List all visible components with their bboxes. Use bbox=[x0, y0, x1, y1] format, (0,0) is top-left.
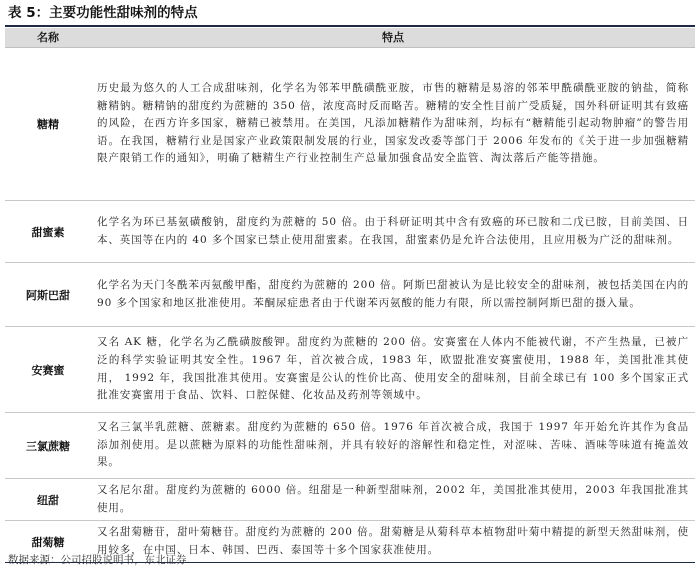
description-text: 化学名为环已基氨磺酸钠，甜度约为蔗糖的 50 倍。由于科研证明其中含有致癌的环已胺和二戊已胺，目前美国、日本、英国等在内的 40 多个国家已禁止使用甜蜜素。在我国，甜蜜素仍是允许合法使用，且应用极为广泛的甜味剂。 bbox=[97, 215, 689, 246]
sweetener-description bbox=[91, 263, 695, 327]
data-source-note: 数据来源：公司招股说明书，东北证券 bbox=[8, 554, 187, 566]
table-row-aspartame bbox=[5, 263, 695, 327]
sweetener-features-table bbox=[5, 28, 695, 563]
sweetener-name: 糖精 bbox=[5, 48, 91, 201]
table-row-acesulfame bbox=[5, 327, 695, 413]
sweetener-description bbox=[91, 413, 695, 479]
sweetener-description bbox=[91, 479, 695, 521]
header-name: 名称 bbox=[5, 28, 91, 48]
sweetener-description bbox=[91, 48, 695, 201]
sweetener-name: 阿斯巴甜 bbox=[5, 263, 91, 327]
table-row-saccharin bbox=[5, 48, 695, 201]
header-features: 特点 bbox=[91, 28, 695, 48]
sweetener-name: 甜菊糖 bbox=[5, 521, 91, 563]
sweetener-name: 安赛蜜 bbox=[5, 327, 91, 413]
description-text: 又名三氯半乳蔗糖、蔗糖素。甜度约为蔗糖的 650 倍。1976 年首次被合成，我国于 1997 年开始允许其作为食品添加剂使用。是以蔗糖为原料的功能性甜味剂，并具有较好的溶解性和稳定性，对涩味、苦味、酒味等味道有掩盖效果。 bbox=[97, 421, 689, 469]
table-caption: 表 5：主要功能性甜味剂的特点 bbox=[8, 5, 198, 21]
sweetener-name: 甜蜜素 bbox=[5, 201, 91, 263]
sweetener-name: 纽甜 bbox=[5, 479, 91, 521]
sweetener-description bbox=[91, 201, 695, 263]
table-row-sucralose bbox=[5, 413, 695, 479]
caption-rule bbox=[5, 25, 695, 27]
sweetener-description bbox=[91, 327, 695, 413]
table-row-neotame bbox=[5, 479, 695, 521]
table-header-row bbox=[5, 28, 695, 48]
sweetener-name: 三氯蔗糖 bbox=[5, 413, 91, 479]
table-row-cyclamate bbox=[5, 201, 695, 263]
description-text: 历史最为悠久的人工合成甜味剂，化学名为邻苯甲酰磺酰亚胺，市售的糖精是易溶的邻苯甲酰磺酰亚胺的钠盐，简称糖精钠。糖精钠的甜度约为蔗糖的 350 倍，浓度高时反而略苦。糖精的安全性目前广受质疑，国外科研证明其有致癌的风险，在西方许多国家，糖精已被禁用。在美国，凡添加糖精作为甜味剂，均标有“糖精能引起动物肿瘤”的警告用语。在我国，糖精行业是国家产业政策限制发展的行业，国家发改委等部门于 2006 年发布的《关于进一步加强糖精限产限销工作的通知》，明确了糖精生产行业控制生产总量加强食品安全监管、淘汰落后产能等措施。 bbox=[97, 82, 689, 165]
description-text: 又名尼尔甜。甜度约为蔗糖的 6000 倍。纽甜是一种新型甜味剂，2002 年，美国批准其使用，2003 年我国批准其使用。 bbox=[97, 483, 689, 514]
description-text: 化学名为天门冬酰苯丙氨酸甲酯，甜度约为蔗糖的 200 倍。阿斯巴甜被认为是比较安全的甜味剂，被包括美国在内的 90 多个国家和地区批准使用。苯酮尿症患者由于代谢苯丙氨酸的能力有限，所以需控制阿斯巴甜的摄入量。 bbox=[97, 278, 689, 309]
description-text: 又名甜菊糖苷，甜叶菊糖苷。甜度约为蔗糖的 200 倍。甜菊糖是从菊科草本植物甜叶菊中精提的新型天然甜味剂，使用较多，在中国、日本、韩国、巴西、泰国等十多个国家获准使用。 bbox=[97, 525, 689, 556]
description-text: 又名 AK 糖，化学名为乙酰磺胺酸钾。甜度约为蔗糖的 200 倍。安赛蜜在人体内不能被代谢，不产生热量，已被广泛的科学实验证明其安全性。1967 年，首次被合成，1983 年，欧盟批准安赛蜜使用，1988 年，美国批准其使用， 1992 年，我国批准其使用。安赛蜜是公认的性价比高、使用安全的甜味剂，目前全球已有 100 多个国家正式批准安赛蜜用于食品、饮料、口腔保健、化妆品及药剂等领域中。 bbox=[97, 336, 689, 402]
